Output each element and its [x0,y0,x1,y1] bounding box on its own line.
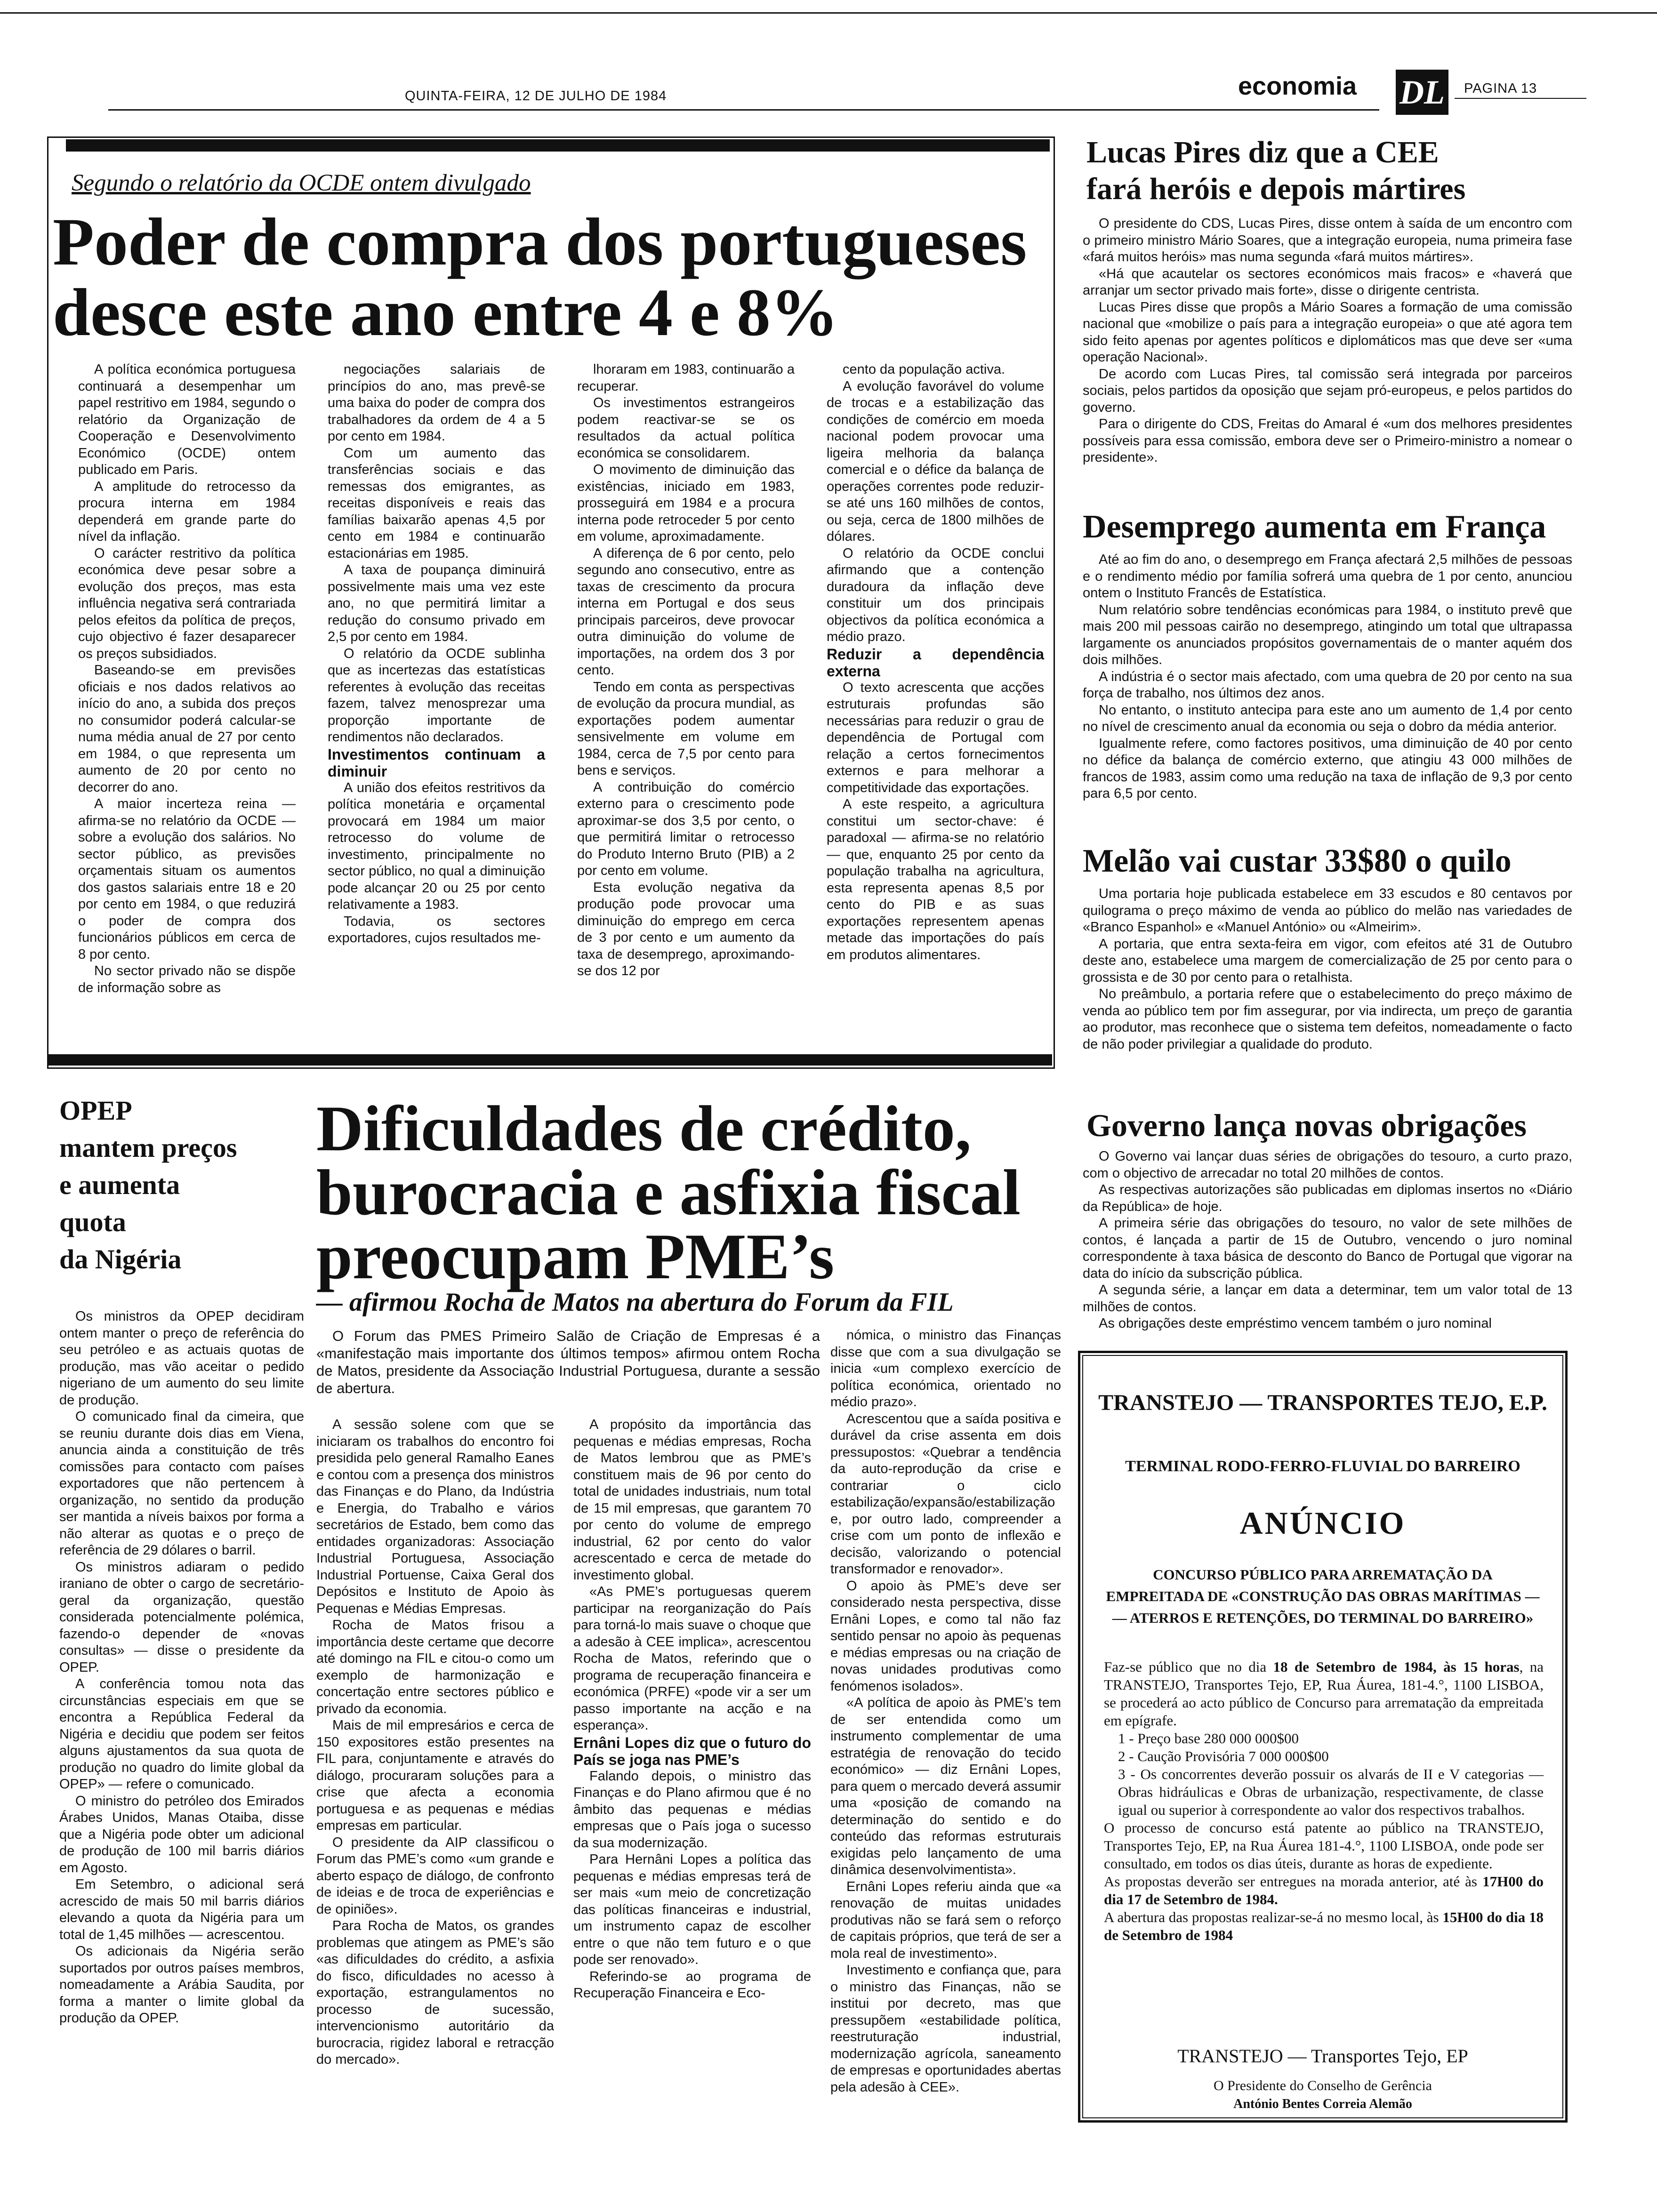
brief-3-body [1083,886,1572,1053]
brief-paragraph: As obrigações deste empréstimo vencem também o juro nominal [1099,1316,1492,1331]
brief-1-title-line: Lucas Pires diz que a CEE [1086,135,1439,169]
pme-paragraph: Para Rocha de Matos, os grandes problemas que atingem as PME’s são «as dificuldades do crédito, a asfixia do fisco, dificuldades no acesso à exportação, estrangulamentos no processo de sucessão, intervencionismo autoritário da burocracia, rigidez laboral e retracção do mercado». [316,1918,554,2067]
pme-paragraph: A propósito da importância das pequenas e médias empresas, Rocha de Matos lembrou que as PME’s constituem mais de 96 por cento do total de unidades industriais, num total de 15 mil empresas, que garantem 70 por cento do volume de emprego industrial, 62 por cento do valor acrescentado e cerca de metade do investimento global. [573,1417,811,1583]
opep-paragraph: A conferência tomou nota das circunstâncias especiais em que se encontra a República Federal da Nigéria e decidiu que podem ser feitos alguns ajustamentos da sua quota de produção no quadro do limite global da OPEP» — refere o comunicado. [59,1676,304,1792]
transtejo-ad [1078,1351,1568,2123]
lead-paragraph: A maior incerteza reina — afirma-se no relatório da OCDE — sobre a evolução dos salários. No sector público, as previsões orçamentais situam os aumentos dos gastos salariais entre 18 e 20 por cento em 1984, o que reduzirá o poder de compra dos funcionários públicos em cerca de 8 por cento. [78,796,296,962]
brief-paragraph: O Governo vai lançar duas séries de obrigações do tesouro, a curto prazo, com o objectivo de arrecadar no total 20 milhões de contos. [1083,1149,1572,1181]
pme-paragraph: Falando depois, o ministro das Finanças e do Plano afirmou que é no âmbito das pequenas e médias empresas que o País joga o sucesso da sua modernização. [573,1768,811,1851]
pme-paragraph: Mais de mil empresários e cerca de 150 expositores estão presentes na FIL para, conjuntamente e através do diálogo, procuraram soluções para a crise que afecta a economia portuguesa e as pequenas e médias empresas em particular. [316,1718,554,1833]
lead-kicker: Segundo o relatório da OCDE ontem divulgado [72,170,531,196]
pme-paragraph: «A política de apoio às PME’s tem de ser entendida como um instrumento complementar de uma estratégia de renovação do tecido económico» — diz Ernâni Lopes, para quem o mercado deverá assumir uma «posição de comando na determinação do sentido e do conteúdo das reformas estruturais exigidas pelo lançamento de uma dinâmica desenvolvimentista». [830,1695,1062,1877]
lead-col-2 [328,361,545,947]
lead-col-1 [78,361,296,996]
brief-1-title-line: fará heróis e depois mártires [1086,172,1466,206]
lead-paragraph: A este respeito, a agricultura constitui um sector-chave: é paradoxal — afirma-se no relatório — que, enquanto 25 por cento da população trabalha na agricultura, esta representa apenas 8,5 por cento do PIB e as suas exportações representem apenas metade das importações do país em produtos alimentares. [827,797,1044,962]
pme-headline-line: preocupam PME’s [316,1220,835,1292]
opep-title [59,1092,237,1278]
opep-title-line: quota [59,1207,126,1237]
brief-paragraph: «Há que acautelar os sectores económicos mais fracos» e «haverá que arranjar um sector privado mais forte», disse o dirigente centrista. [1083,266,1572,298]
page-rule [1455,98,1586,99]
ad-concurso-line: — ATERROS E RETENÇÕES, DO TERMINAL DO BARREIRO» [1112,1610,1534,1626]
opep-paragraph: Os ministros adiaram o pedido iraniano de obter o cargo de secretário-geral da organização, questão considerada potencialmente polémica, fazendo-o depender de «novas consultas» — disse o presidente da OPEP. [59,1559,304,1675]
ad-terminal: TERMINAL RODO-FERRO-FLUVIAL DO BARREIRO [1125,1458,1520,1475]
pme-paragraph: Referindo-se ao programa de Recuperação Financeira e Eco- [573,1969,811,2001]
pme-subheadline: — afirmou Rocha de Matos na abertura do Forum da FIL [316,1288,954,1317]
lead-paragraph: A contribuição do comércio externo para o crescimento pode aproximar-se dos 3,5 por cento, o que permitirá limitar o retrocesso do Produto Interno Bruto (PIB) a 2 por cento em volume. [577,779,795,878]
pme-paragraph: nómica, o ministro das Finanças disse que com a sua divulgação se inicia «um complexo exercício de política económica, orientado no médio prazo». [830,1328,1061,1410]
brief-1-title [1086,134,1465,208]
lead-paragraph: No sector privado não se dispõe de informação sobre as [78,963,296,995]
brief-2-body [1083,552,1572,802]
lead-paragraph: A amplitude do retrocesso da procura interna em 1984 dependerá em grande parte do nível da inflação. [78,479,296,544]
opep-title-line: mantem preços [59,1132,237,1163]
brief-paragraph: De acordo com Lucas Pires, tal comissão será integrada por parceiros sociais, pelos partidos da oposição que sejam pró-europeus, e pelos partidos do governo. [1083,366,1572,415]
ad-date: 18 de Setembro de 1984, às 15 horas [1273,1659,1520,1675]
pme-col-3 [830,1327,1061,2096]
opep-body [59,1308,304,2027]
ad-text: As propostas deverão ser entregues na morada anterior, até às [1104,1873,1483,1890]
opep-paragraph: O ministro do petróleo dos Emirados Árabes Unidos, Manas Otaiba, disse que a Nigéria pode obter um adicional de produção de 100 mil barris diários em Agosto. [59,1793,304,1875]
pme-subheading: Ernâni Lopes diz que o futuro do País se joga nas PME’s [573,1734,811,1768]
ad-opening-date: 15H00 do dia 18 de Setembro de 1984 [1104,1909,1544,1943]
pme-paragraph: O apoio às PME’s deve ser considerado nesta perspectiva, disse Ernâni Lopes, e como tal não faz sentido pensar no apoio às pequenas e médias empresas ou na criação de novas unidades produtivas como fenómenos isolados». [830,1578,1061,1694]
lead-paragraph: O relatório da OCDE conclui afirmando que a contenção duradoura da inflação deve constituir um dos principais objectivos da política económica a médio prazo. [827,545,1044,644]
pme-intro [316,1327,820,1397]
ad-paragraph [1104,1658,1544,1730]
lead-paragraph: O carácter restritivo da política económica deve pesar sobre a evolução dos preços, mas esta influência negativa será contrariada pelos efeitos da política de preços, cujo objectivo é fazer desaparecer os preços subsidiados. [78,545,296,661]
ad-paragraph: O processo de concurso está patente ao público na TRANSTEJO, Transportes Tejo, EP, na Rua Áurea 181-4.°, 1100 LISBOA, onde pode ser consultado, em todos os dias úteis, durante as horas de expediente. [1104,1819,1544,1872]
lead-paragraph: negociações salariais de princípios do ano, mas prevê-se uma baixa do poder de compra dos trabalhadores da ordem de 4 a 5 por cento em 1984. [328,362,545,444]
ad-concurso-line: CONCURSO PÚBLICO PARA ARREMATAÇÃO DA [1153,1566,1493,1583]
lead-paragraph: A união dos efeitos restritivos da política monetária e orçamental provocará em 1984 um maior retrocesso do volume de investimento, principalmente no sector público, no qual a diminuição pode alcançar 20 ou 25 por cento relativamente a 1983. [328,780,545,912]
brief-paragraph: Lucas Pires disse que propôs a Mário Soares a formação de uma comissão nacional que «mobilize o país para a integração europeia» o que até agora tem sido feito apenas por agentes políticos e diplomáticos mas que deve ser «uma operação Nacional». [1083,299,1572,365]
lead-paragraph: Todavia, os sectores exportadores, cujos resultados me- [328,914,545,946]
ad-body [1104,1658,1544,1944]
brief-paragraph: A indústria é o sector mais afectado, com uma quebra de 20 por cento na sua força de trabalho, nos últimos dez anos. [1083,669,1572,701]
lead-paragraph: lhoraram em 1983, continuarão a recuperar. [577,362,795,394]
opep-title-line: OPEP [59,1095,132,1126]
brief-2-title: Desemprego aumenta em França [1083,509,1546,545]
brief-paragraph: A portaria, que entra sexta-feira em vigor, com efeitos até 31 de Outubro deste ano, estabelece uma margem de comercialização de 25 por cento para o grossista e de 30 por cento para o retalhista. [1083,936,1572,985]
ad-concurso [1080,1564,1565,1629]
brief-paragraph: A segunda série, a lançar em data a determinar, tem um valor total de 13 milhões de contos. [1083,1282,1572,1314]
brief-paragraph: O presidente do CDS, Lucas Pires, disse ontem à saída de um encontro com o primeiro ministro Mário Soares, que a integração europeia, numa primeira fase «fará muitos heróis» mas numa segunda «fará muitos mártires». [1083,216,1572,264]
ad-text: Faz-se público que no dia [1104,1659,1273,1675]
page-number: PAGINA 13 [1464,81,1537,96]
ad-sign-name: António Bentes Correia Alemão [1233,2097,1412,2111]
brief-paragraph: Uma portaria hoje publicada estabelece em 33 escudos e 80 centavos por quilograma o preço máximo de venda ao público do melão nas variedades de «Branco Espanhol» e «Manuel António» ou «Almeirim». [1083,886,1572,935]
lead-paragraph: Baseando-se em previsões oficiais e nos dados relativos ao início do ano, a subida dos preços no consumidor poderá calcular-se numa média anual de 27 por cento em 1984, o que representa um aumento de 20 por cento no decorrer do ano. [78,663,296,795]
brief-paragraph: No entanto, o instituto antecipa para este ano um aumento de 1,4 por cento no nível de crescimento anual da economia ou seja o dobro da média anterior. [1083,702,1572,734]
lead-paragraph: Os investimentos estrangeiros podem reactivar-se se os resultados da actual política económica se consolidarem. [577,395,795,461]
lead-col-3 [577,361,795,980]
lead-subheading: Investimentos continuam a diminuir [328,745,545,780]
pme-headline-line: burocracia e asfixia fiscal [316,1156,1021,1228]
pme-paragraph: Acrescentou que a saída positiva e durável da crise assenta em dois pressupostos: «Quebrar a tendência da auto-reprodução da crise e contrariar o ciclo estabilização/expansão/estabilização e, por outro lado, compreender a crise com um ponto de inflexão e decisão, valorizando o potencial transformador e renovador». [830,1411,1061,1577]
lead-paragraph: Com um aumento das transferências sociais e das remessas dos emigrantes, as receitas disponíveis e reais das famílias baixarão apenas 4,5 por cento em 1984 e continuarão estacionárias em 1985. [328,445,545,561]
brief-paragraph: No preâmbulo, a portaria refere que o estabelecimento do preço máximo de venda ao público tem por fim assegurar, por via indirecta, um preço de garantia ao produtor, mas reconhece que o sistema tem defeitos, nomeadamente o facto de não poder privilegiar a qualidade do produto. [1083,986,1572,1052]
brief-paragraph: As respectivas autorizações são publicadas em diplomas insertos no «Diário da República» de hoje. [1083,1182,1572,1214]
brief-4-title: Governo lança novas obrigações [1086,1107,1527,1143]
top-rule [0,12,1657,14]
ad-text: A abertura das propostas realizar-se-á no mesmo local, às [1104,1909,1443,1925]
ad-text: , na TRANSTEJO, Transportes Tejo, EP, Rua Áurea, 181-4.°, 1100 LISBOA, se procederá ao acto público de Concurso para arrematação da empreitada em epígrafe. [1104,1659,1544,1729]
opep-title-line: e aumenta [59,1170,180,1200]
ad-sign-role: O Presidente do Conselho de Gerência [1213,2078,1432,2093]
brief-paragraph: Até ao fim do ano, o desemprego em França afectará 2,5 milhões de pessoas e o rendimento médio por família sofrerá uma quebra de 1 por cento, anunciou ontem o Instituto Francês de Estatística. [1083,552,1572,601]
lead-paragraph: A política económica portuguesa continuará a desempenhar um papel restritivo em 1984, segundo o relatório da Organização de Cooperação e Desenvolvimento Económico (OCDE) ontem publicado em Paris. [78,362,296,477]
header-date: QUINTA-FEIRA, 12 DE JULHO DE 1984 [405,88,667,104]
opep-paragraph: Os ministros da OPEP decidiram ontem manter o preço de referência do seu petróleo e as actuais quotas de produção, mas vão aceitar o pedido nigeriano de um aumento do seu limite de produção. [59,1309,304,1408]
ad-concurso-line: EMPREITADA DE «CONSTRUÇÃO DAS OBRAS MARÍTIMAS — [1106,1588,1540,1604]
pme-paragraph: Investimento e confiança que, para o ministro das Finanças, não se institui por decreto, mas que pressupõem «estabilidade política, reestruturação industrial, modernização agrícola, saneamento de empresas e oportunidades abertas pela adesão à CEE». [830,1963,1061,2095]
pme-intro-paragraph: O Forum das PMES Primeiro Salão de Criação de Empresas é a «manifestação mais importante dos últimos tempos» afirmou ontem Rocha de Matos, presidente da Associação Industrial Portuguesa, durante a sessão de abertura. [316,1328,820,1396]
lead-paragraph: A taxa de poupança diminuirá possivelmente mais uma vez este ano, no que permitirá limitar a redução do consumo privado em 2,5 por cento em 1984. [328,562,545,644]
lead-paragraph: A evolução favorável do volume de trocas e a estabilização das condições de comércio em moeda nacional podem provocar uma ligeira melhoria da balança comercial e o défice da balança de operações correntes pode reduzir-se até uns 160 milhões de contos, ou seja, cerca de 1800 milhões de dólares. [827,378,1044,544]
pme-paragraph: Rocha de Matos frisou a importância deste certame que decorre até domingo na FIL e citou-o como um exemplo de harmonização e concertação entre sectores público e privado da economia. [316,1618,554,1716]
pme-paragraph: A sessão solene com que se iniciaram os trabalhos do encontro foi presidida pelo general Ramalho Eanes e contou com a presença dos ministros das Finanças e do Plano, da Indústria e Energia, do Trabalho e vários secretários de Estado, bem como das entidades organizadoras: Associação Industrial Portuguesa, Associação Industrial Portuense, Caixa Geral dos Depósitos e Instituto de Apoio às Pequenas e Médias Empresas. [316,1417,554,1616]
ad-footer-company: TRANSTEJO — Transportes Tejo, EP [1177,2045,1468,2067]
brief-paragraph: Igualmente refere, como factores positivos, uma diminuição de 40 por cento no défice da balança de comércio externo, que atingiu 43 000 milhões de francos de 1983, assim como uma redução na taxa de inflação de 9,3 por cento para 6,5 por cento. [1083,736,1572,801]
ad-item: 2 - Caução Provisória 7 000 000$00 [1118,1748,1329,1764]
ad-paragraph [1104,1908,1544,1944]
lead-headline-line1: Poder de compra dos portugueses [53,205,1027,280]
pme-headline [316,1092,1021,1292]
opep-title-line: da Nigéria [59,1244,182,1274]
pme-paragraph: Para Hernâni Lopes a política das pequenas e médias empresas terá de ser mais «um meio de concretização das políticas financeiras e industrial, um instrumento capaz de escolher entre o que não tem futuro e o que pode ser renovado». [573,1852,811,1967]
opep-paragraph: Os adicionais da Nigéria serão suportados por outros países membros, nomeadamente a Arábia Saudita, por forma a manter o limite global da produção da OPEP. [59,1944,304,2026]
lead-subheading: Reduzir a dependência externa [827,645,1044,680]
ad-company: TRANSTEJO — TRANSPORTES TEJO, E.P. [1098,1390,1547,1415]
header-rule [108,109,1379,111]
pme-paragraph: Ernâni Lopes referiu ainda que «a renovação de muitas unidades produtivas não se fará sem o reforço de capitais próprios, que terá de ser a mola real de investimento». [830,1879,1061,1961]
lead-bottom-bar [47,1054,1052,1066]
opep-paragraph: Em Setembro, o adicional será acrescido de mais 50 mil barris diários elevando a quota da Nigéria para um total de 1,45 milhões — acrescentou. [59,1877,304,1942]
brief-3-title: Melão vai custar 33$80 o quilo [1083,843,1512,879]
lead-col-4 [827,361,1044,963]
newspaper-logo: DL [1396,70,1448,115]
brief-paragraph: A primeira série das obrigações do tesouro, no valor de sete milhões de contos, é lançada a partir de 15 de Outubro, vencendo o juro nominal correspondente à taxa básica de desconto do Banco de Portugal que vigorar na data do início da subscrição pública. [1083,1216,1572,1281]
lead-top-bar [66,139,1050,152]
ad-item: 1 - Preço base 280 000 000$00 [1118,1730,1299,1747]
lead-paragraph: cento da população activa. [843,362,1005,377]
ad-deadline: 17H00 do dia 17 de Setembro de 1984. [1104,1873,1544,1907]
ad-anuncio: ANÚNCIO [1239,1505,1406,1541]
lead-paragraph: O texto acrescenta que acções estruturais profundas são necessárias para reduzir o grau de dependência de Portugal com relação a certos fornecimentos externos e para melhorar a competitividade das exportações. [827,680,1044,795]
lead-paragraph: O movimento de diminuição das existências, iniciado em 1983, prosseguirá em 1984 e a procura interna pode retroceder 5 por cento em volume, aproximadamente. [577,462,795,544]
pme-paragraph: «As PME’s portuguesas querem participar na reorganização do País para torná-lo mais suave o choque que a adesão à CEE implica», acrescentou Rocha de Matos, referindo que o programa de recuperação financeira e económica (PRFE) «pode vir a ser um passo importante na acção e na esperança». [573,1584,811,1733]
lead-headline-line2: desce este ano entre 4 e 8% [53,275,838,350]
opep-paragraph: O comunicado final da cimeira, que se reuniu durante dois dias em Viena, anuncia ainda a constituição de três comissões para contacto com países exportadores que não pertencem à organização, no sentido da produção ser mantida a níveis baixos por forma a não alterar as quotas e o preço de referência de 29 dólares o barril. [59,1409,304,1558]
lead-paragraph: Tendo em conta as perspectivas de evolução da procura mundial, as exportações podem aumentar sensivelmente em volume em 1984, cerca de 7,5 por cento para bens e serviços. [577,679,795,778]
lead-paragraph: Esta evolução negativa da produção pode provocar uma diminuição do emprego em cerca de 3 por cento e um aumento da taxa de desemprego, aproximando-se dos 12 por [577,880,795,978]
pme-col-1 [316,1417,554,2068]
section-label: economia [1238,72,1357,100]
pme-headline-line: Dificuldades de crédito, [316,1092,972,1164]
pme-paragraph: O presidente da AIP classificou o Forum das PME’s como «um grande e aberto espaço de diálogo, de confronto de ideias e de troca de experiências e de opiniões». [316,1835,554,1917]
brief-paragraph: Num relatório sobre tendências económicas para 1984, o instituto prevê que mais 200 mil pessoas cairão no desemprego, atingindo um total que ultrapassa largamente os anunciados propósitos governamentais de o manter aquém dos dois milhões. [1083,602,1572,667]
lead-paragraph: O relatório da OCDE sublinha que as incertezas das estatísticas referentes à evolução das receitas fazem, talvez menosprezar uma proporção importante de rendimentos não declarados. [328,646,545,745]
brief-paragraph: Para o dirigente do CDS, Freitas do Amaral é «um dos melhores presidentes possíveis para essa comissão, embora deve ser o Primeiro-ministro a nomear o presidente». [1083,417,1572,465]
brief-1-body [1083,216,1572,466]
pme-col-2 [573,1417,811,2002]
ad-item: 3 - Os concorrentes deverão possuir os alvarás de II e V categorias — Obras hidráulicas e Obras de urbanização, respectivamente, de classe igual ou superior à correspondente ao valor dos respectivos trabalhos. [1118,1766,1544,1818]
ad-paragraph [1104,1873,1544,1908]
brief-4-body [1083,1148,1572,1332]
lead-paragraph: A diferença de 6 por cento, pelo segundo ano consecutivo, entre as taxas de crescimento da procura interna em Portugal e dos seus principais parceiros, deve provocar outra diminuição do volume de importações, na ordem dos 3 por cento. [577,545,795,678]
